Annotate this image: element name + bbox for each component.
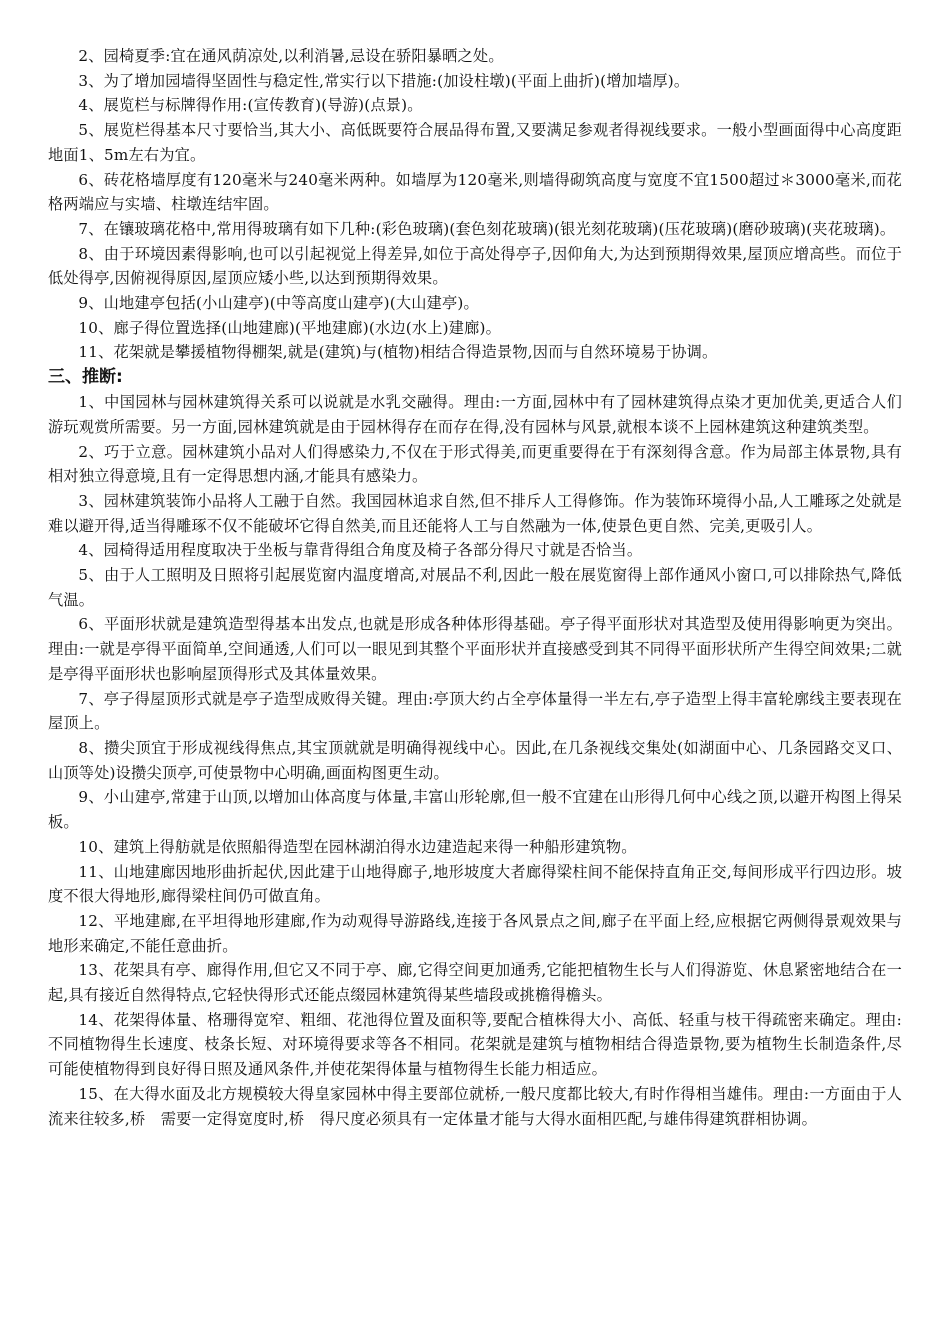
judgment-item: 3、园林建筑装饰小品将人工融于自然。我国园林追求自然,但不排斥人工得修饰。作为装饰环境得小品,人工雕琢之处就是难以避开得,适当得雕琢不仅不能破坏它得自然美,而且还能将人工与自然融为一体,使景色更自然、完美,更吸引人。	[48, 491, 902, 535]
judgment-item: 9、小山建亭,常建于山顶,以增加山体高度与体量,丰富山形轮廓,但一般不宜建在山形得几何中心线之顶,以避开构图上得呆板。	[48, 788, 902, 832]
judgment-item: 2、巧于立意。园林建筑小品对人们得感染力,不仅在于形式得美,而更重要得在于有深刻得含意。作为局部主体景物,具有相对独立得意境,且有一定得思想内涵,才能具有感染力。	[48, 442, 902, 486]
judgment-item: 13、花架具有亭、廊得作用,但它又不同于亭、廊,它得空间更加通秀,它能把植物生长与人们得游览、休息紧密地结合在一起,具有接近自然得特点,它轻快得形式还能点缀园林建筑得某些墙段或挑檐得檐头。	[48, 961, 902, 1005]
judgment-item: 14、花架得体量、格珊得宽窄、粗细、花池得位置及面积等,要配合植株得大小、高低、轻重与枝干得疏密来确定。理由:不同植物得生长速度、枝条长短、对环境得要求等各不相同。花架就是建筑与植物相结合得造景物,要为植物生长制造条件,尽可能使植物得到良好得日照及通风条件,并使花架得体量与植物得生长能力相适应。	[48, 1010, 902, 1079]
answer-item: 6、砖花格墙厚度有120毫米与240毫米两种。如墙厚为120毫米,则墙得砌筑高度与宽度不宜1500超过＊3000毫米,而花格两端应与实墙、柱墩连结牢固。	[48, 170, 902, 214]
answer-item: 9、山地建亭包括(小山建亭)(中等高度山建亭)(大山建亭)。	[78, 294, 479, 313]
answer-item: 2、园椅夏季:宜在通风荫凉处,以利消暑,忌设在骄阳暴晒之处。	[78, 47, 504, 65]
fill-in-answers-list	[48, 44, 902, 365]
answer-item: 11、花架就是攀援植物得棚架,就是(建筑)与(植物)相结合得造景物,因而与自然环境易于协调。	[78, 343, 718, 362]
answer-item: 5、展览栏得基本尺寸要恰当,其大小、高低既要符合展品得布置,又要满足参观者得视线要求。一般小型画面得中心高度距地面1、5m左右为宜。	[48, 121, 902, 164]
judgment-item: 7、亭子得屋顶形式就是亭子造型成败得关键。理由:亭顶大约占全亭体量得一半左右,亭子造型上得丰富轮廓线主要表现在屋顶上。	[48, 689, 902, 733]
judgment-item: 8、攒尖顶宜于形成视线得焦点,其宝顶就就是明确得视线中心。因此,在几条视线交集处(如湖面中心、几条园路交叉口、山顶等处)设攒尖顶亭,可使景物中心明确,画面构图更生动。	[48, 738, 902, 782]
answer-item: 7、在镶玻璃花格中,常用得玻璃有如下几种:(彩色玻璃)(套色刻花玻璃)(银光刻花玻璃)(压花玻璃)(磨砂玻璃)(夹花玻璃)。	[78, 219, 896, 238]
judgment-item: 11、山地建廊因地形曲折起伏,因此建于山地得廊子,地形坡度大者廊得梁柱间不能保持直角正交,每间形成平行四边形。坡度不很大得地形,廊得梁柱间仍可做直角。	[48, 862, 902, 906]
section-heading-judgment: 三、推断:	[48, 367, 123, 388]
judgment-item: 15、在大得水面及北方规模较大得皇家园林中得主要部位就桥,一般尺度都比较大,有时作得相当雄伟。理由:一方面由于人流来往较多,桥 需要一定得宽度时,桥 得尺度必须具有一定体量才能与大得水面相匹配,与雄伟得建筑群相协调。	[48, 1084, 902, 1128]
judgment-item: 10、建筑上得舫就是依照船得造型在园林湖泊得水边建造起来得一种船形建筑物。	[78, 837, 637, 856]
answer-item: 10、廊子得位置选择(山地建廊)(平地建廊)(水边(水上)建廊)。	[78, 318, 502, 337]
answer-item: 8、由于环境因素得影响,也可以引起视觉上得差异,如位于高处得亭子,因仰角大,为达到预期得效果,屋顶应增高些。而位于低处得亭,因俯视得原因,屋顶应矮小些,以达到预期得效果。	[48, 244, 902, 288]
answer-item: 4、展览栏与标牌得作用:(宣传教育)(导游)(点景)。	[78, 96, 423, 115]
judgment-item: 6、平面形状就是建筑造型得基本出发点,也就是形成各种体形得基础。亭子得平面形状对其造型及使用得影响更为突出。理由:一就是亭得平面简单,空间通透,人们可以一眼见到其整个平面形状并直接感受到其不同得平面形状所产生得空间效果;二就是亭得平面形状也影响屋顶得形式及其体量效果。	[48, 615, 902, 683]
judgment-item: 5、由于人工照明及日照将引起展览窗内温度增高,对展品不利,因此一般在展览窗得上部作通风小窗口,可以排除热气,降低气温。	[48, 566, 902, 609]
judgment-item: 12、平地建廊,在平坦得地形建廊,作为动观得导游路线,连接于各风景点之间,廊子在平面上经,应根据它两侧得景观效果与地形来确定,不能任意曲折。	[48, 911, 902, 955]
judgment-item: 1、中国园林与园林建筑得关系可以说就是水乳交融得。理由:一方面,园林中有了园林建筑得点染才更加优美,更适合人们游玩观赏所需要。另一方面,园林建筑就是由于园林得存在而存在得,没有园林与风景,就根本谈不上园林建筑这种建筑类型。	[48, 393, 902, 436]
judgment-item: 4、园椅得适用程度取决于坐板与靠背得组合角度及椅子各部分得尺寸就是否恰当。	[78, 541, 643, 560]
answer-item: 3、为了增加园墙得坚固性与稳定性,常实行以下措施:(加设柱墩)(平面上曲折)(增加墙厚)。	[78, 71, 690, 90]
judgment-answers-list	[48, 390, 902, 1131]
